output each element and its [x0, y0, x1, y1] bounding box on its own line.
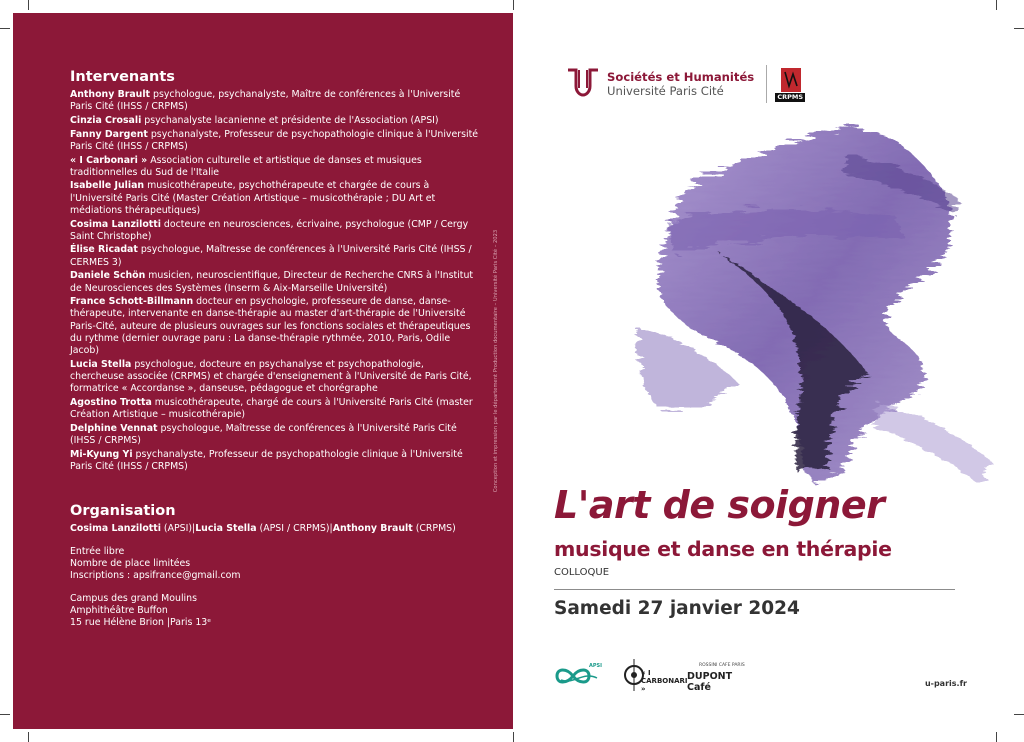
crop-mark — [996, 732, 997, 742]
organiser-name: Anthony Brault — [332, 523, 413, 535]
speaker-description: psychanalyste lacanienne et présidente de l'Association (APSI) — [141, 114, 439, 126]
crop-mark — [28, 732, 29, 742]
dupont-logo — [687, 663, 753, 691]
organisation-heading: Organisation — [70, 503, 176, 520]
address-line: Campus des grand Moulins — [70, 593, 197, 605]
speaker-entry — [70, 219, 480, 243]
speaker-description: psychologue, Maîtresse de conférences à l'Université Paris Cité (IHSS / CRPMS) — [70, 422, 457, 446]
crop-mark — [1014, 714, 1024, 715]
speaker-name: Cosima Lanzilotti — [70, 218, 161, 230]
logo-line-2: Université Paris Cité — [607, 84, 724, 98]
info-line: Nombre de place limitées — [70, 558, 191, 570]
university-u-logo-icon — [565, 66, 601, 102]
speaker-description: psychologue, docteure en psychanalyse et psychopathologie, chercheuse associée (CRPMS) et chargée d'enseignement à l'Université de Paris Cité, formatrice « Accordanse », danseuse, pédagogue et chorégraphe — [70, 358, 472, 395]
speaker-description: psychanalyste, Professeur de psychopathologie clinique à l'Université Paris Cité (IHSS / CRPMS) — [70, 448, 463, 472]
event-title: L'art de soigner — [554, 483, 885, 527]
organiser-name: Cosima Lanzilotti — [70, 523, 161, 535]
speaker-name: Cinzia Crosali — [70, 114, 142, 126]
speaker-description: psychanalyste, Professeur de psychopathologie clinique à l'Université Paris Cité (IHSS / CRPMS) — [70, 128, 479, 152]
logo-line-1: Sociétés et Humanités — [607, 70, 755, 84]
speaker-entry — [70, 244, 480, 268]
organisation-separator: | — [329, 523, 333, 535]
speaker-description: docteure en neurosciences, écrivaine, psychologue (CMP / Cergy Saint Christophe) — [70, 218, 469, 242]
university-logo-text — [607, 70, 754, 98]
organiser-name: Lucia Stella — [195, 523, 257, 535]
address-line: Amphithéâtre Buffon — [70, 605, 168, 617]
crop-mark — [0, 714, 10, 715]
event-date: Samedi 27 janvier 2024 — [554, 598, 800, 619]
speaker-description: musicothérapeute, chargé de cours à l'Université Paris Cité (master Création Artistique – musicothérapie) — [70, 396, 473, 421]
speaker-description: docteur en psychologie, professeure de danse, danse-thérapeute, intervenante en danse-thérapie au master d'art-thérapie de l'Université Paris-Cité, auteure de plusieurs ouvrages sur les fonctions sociales et thérapeutiques du rythme (dernier ouvrage paru : La danse-thérapie rythmée, 2010, Paris, Odile Jacob) — [70, 296, 471, 357]
speaker-entry — [70, 155, 480, 179]
cover-panel — [513, 13, 1011, 729]
speaker-entry — [70, 296, 480, 357]
crpms-logo — [775, 66, 805, 102]
speaker-name: « I Carbonari » — [70, 154, 148, 166]
speaker-description: musicothérapeute, psychothérapeute et chargée de cours à l'Université Paris Cité (Master Création Artistique – musicothérapie ; DU Art et médiations thérapeutiques) — [70, 180, 436, 216]
event-subtitle: musique et danse en thérapie — [554, 537, 892, 561]
crop-mark — [28, 0, 29, 10]
speaker-list — [70, 89, 480, 473]
info-line: Entrée libre — [70, 546, 125, 558]
print-credit: Conception et impression par le département Production documentaire – Université Paris Cité – 2023 — [493, 229, 499, 493]
speaker-name: Lucia Stella — [70, 358, 132, 370]
speaker-name: Élise Ricadat — [70, 244, 138, 256]
crop-mark — [1014, 28, 1024, 29]
speaker-name: Anthony Brault — [70, 89, 151, 100]
dupont-tagline: ROSSINI CAFE PARIS — [699, 663, 745, 668]
intervenants-heading: Intervenants — [70, 69, 175, 85]
speaker-name: Agostino Trotta — [70, 396, 152, 408]
dupont-label: DUPONT Café — [687, 671, 733, 693]
speaker-entry — [70, 449, 480, 473]
apsi-label: APSI — [589, 663, 602, 669]
speaker-name: Isabelle Julian — [70, 180, 145, 192]
university-logo-block — [565, 65, 805, 103]
crpms-emblem-icon — [775, 66, 805, 92]
speaker-name: Fanny Dargent — [70, 128, 148, 140]
speaker-description: psychologue, psychanalyste, Maître de conférences à l'Université Paris Cité (IHSS / CRPMS) — [70, 89, 461, 113]
organiser-affiliation: (APSI / CRPMS) — [256, 523, 330, 535]
speaker-description: musicien, neuroscientifique, Directeur de Recherche CNRS à l'Institut de Neurosciences des Systèmes (Inserm & Aix-Marseille Université) — [70, 270, 474, 294]
speakers-panel — [13, 13, 513, 729]
crop-mark — [513, 0, 514, 10]
crpms-label: CRPMS — [775, 93, 805, 102]
crop-mark — [0, 28, 10, 29]
speaker-description: Association culturelle et artistique de danses et musiques traditionnelles du Sud de l'Italie — [70, 154, 422, 178]
event-type: COLLOQUE — [554, 567, 610, 578]
speaker-name: France Schott-Billmann — [70, 296, 194, 308]
organisation-line — [70, 523, 480, 535]
logo-divider — [766, 65, 767, 103]
speaker-entry — [70, 359, 480, 396]
speaker-entry — [70, 423, 480, 447]
organisation-separator: | — [192, 523, 196, 535]
speaker-entry — [70, 89, 480, 113]
speaker-entry — [70, 270, 480, 294]
speaker-name: Mi-Kyung Yi — [70, 448, 133, 460]
address-line: 15 rue Hélène Brion |Paris 13ᵉ — [70, 617, 212, 629]
speaker-entry — [70, 180, 480, 217]
speaker-name: Delphine Vennat — [70, 422, 158, 434]
speaker-entry — [70, 129, 480, 153]
speaker-name: Daniele Schön — [70, 270, 146, 282]
speaker-entry — [70, 397, 480, 421]
crop-mark — [996, 0, 997, 10]
venue-address — [70, 593, 480, 629]
speaker-description: psychologue, Maîtresse de conférences à l'Université Paris Cité (IHSS / CERMES 3) — [70, 244, 472, 268]
carbonari-logo — [623, 655, 688, 695]
registration-info — [70, 546, 480, 582]
speakers-content — [70, 69, 480, 629]
title-divider — [554, 589, 955, 590]
info-line: Inscriptions : apsifrance@gmail.com — [70, 570, 241, 582]
apsi-logo — [553, 663, 605, 689]
sponsor-logos — [553, 653, 963, 703]
violet-brushstroke-painting — [598, 103, 1008, 508]
carbonari-label: « I CARBONARI » — [641, 669, 688, 693]
speaker-entry — [70, 115, 480, 127]
organiser-affiliation: (CRPMS) — [412, 523, 456, 535]
website-url: u-paris.fr — [924, 679, 967, 688]
crop-mark — [513, 732, 514, 742]
organiser-affiliation: (APSI) — [160, 523, 193, 535]
